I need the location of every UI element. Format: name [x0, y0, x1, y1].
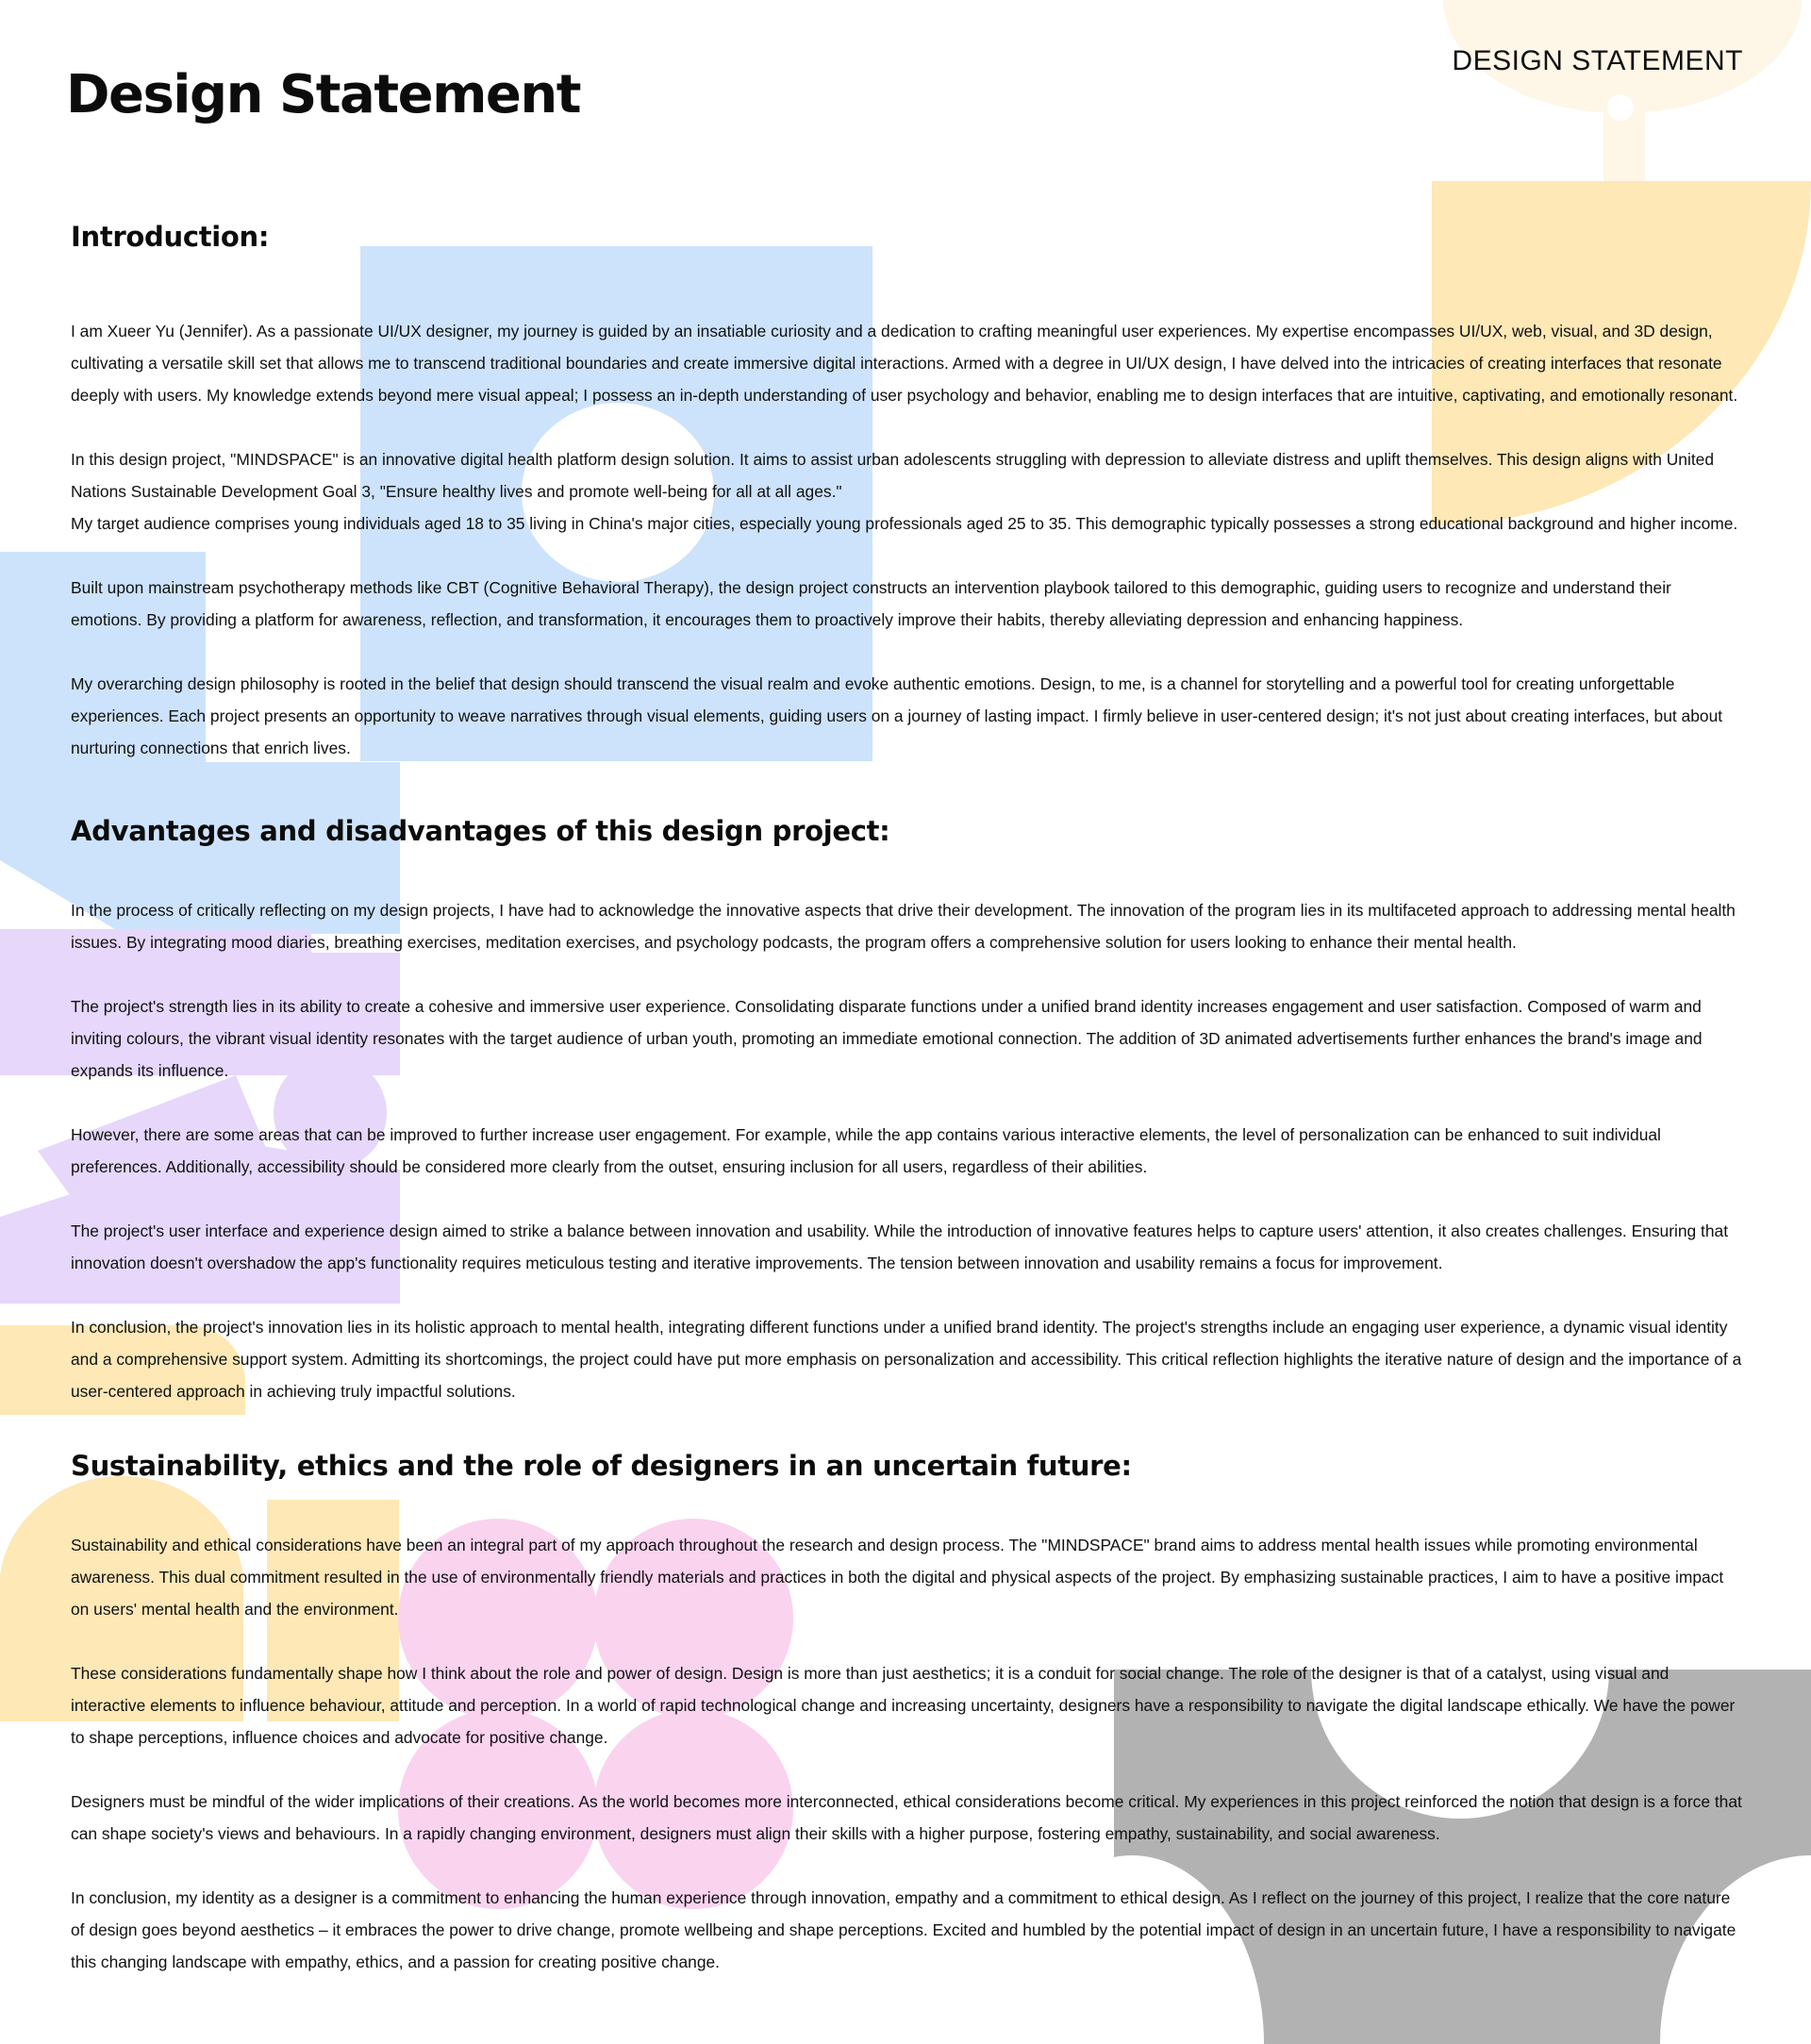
paragraph: However, there are some areas that can be improved to further increase user engagement. For example, while the app contains various interactive elements, the level of personalization can be enhanced to suit individual preferences. Additionally, accessibility should be considered more clearly from the outset, ensuring inclusion for all users, regardless of their abilities. [71, 1125, 1661, 1176]
paragraph: In the process of critically reflecting on my design projects, I have had to acknowledge the innovative aspects that drive their development. The innovation of the program lies in its multifaceted approach to addressing mental health issues. By integrating mood diaries, breathing exercises, meditation exercises, and psychology podcasts, the program offers a comprehensive solution for users looking to enhance their mental health. [71, 901, 1736, 952]
paragraph: In conclusion, the project's innovation lies in its holistic approach to mental health, integrating different functions under a unified brand identity. The project's strengths include an engaging user experience, a dynamic visual identity and a comprehensive support system. Admitting its shortcomings, the project could have put more emphasis on personalization and accessibility. This critical reflection highlights the iterative nature of design and the importance of a user-centered approach in achieving truly impactful solutions. [71, 1318, 1742, 1401]
section-body [71, 315, 1742, 764]
section-heading: Sustainability, ethics and the role of designers in an uncertain future: [71, 1450, 1132, 1482]
paragraph: My overarching design philosophy is rooted in the belief that design should transcend the visual realm and evoke authentic emotions. Design, to me, is a channel for storytelling and a powerful tool for creating unforgettable experiences. Each project presents an opportunity to weave narratives through visual elements, guiding users on a journey of lasting impact. I firmly believe in user-centered design; it's not just about creating interfaces, but about nurturing connections that enrich lives. [71, 674, 1723, 757]
section-advantages-disadvantages [71, 815, 1742, 1407]
paragraph: Sustainability and ethical considerations have been an integral part of my approach throughout the research and design process. The "MINDSPACE" brand aims to address mental health issues while promoting environmental awareness. This dual commitment resulted in the use of environmentally friendly materials and practices in both the digital and physical aspects of the project. By emphasizing sustainable practices, I aim to have a positive impact on users' mental health and the environment. [71, 1536, 1724, 1619]
page-title: Design Statement [66, 64, 581, 125]
paragraph: I am Xueer Yu (Jennifer). As a passionate UI/UX designer, my journey is guided by an insatiable curiosity and a dedication to crafting meaningful user experiences. My expertise encompasses UI/UX, web, visual, and 3D design, cultivating a versatile skill set that allows me to transcend traditional boundaries and create immersive digital interactions. Armed with a degree in UI/UX design, I have delved into the intricacies of creating interfaces that resonate deeply with users. My knowledge extends beyond mere visual appeal; I possess an in-depth understanding of user psychology and behavior, enabling me to design interfaces that are intuitive, captivating, and emotionally resonant. [71, 322, 1738, 405]
paragraph: Designers must be mindful of the wider implications of their creations. As the world becomes more interconnected, ethical considerations become critical. My experiences in this project reinforced the notion that design is a force that can shape society's views and behaviours. In a rapidly changing environment, designers must align their skills with a higher purpose, fostering empathy, sustainability, and social awareness. [71, 1792, 1742, 1843]
section-heading: Introduction: [71, 221, 270, 253]
paragraph: In conclusion, my identity as a designer is a commitment to enhancing the human experience through innovation, empathy and a commitment to ethical design. As I reflect on the journey of this project, I realize that the core nature of design goes beyond aesthetics – it embraces the power to drive change, promote wellbeing and shape perceptions. Excited and humbled by the potential impact of design in an uncertain future, I have a responsibility to navigate this changing landscape with empathy, ethics, and a passion for creating positive change. [71, 1888, 1736, 1971]
paragraph: These considerations fundamentally shape how I think about the role and power of design. Design is more than just aesthetics; it is a conduit for social change. The role of the designer is that of a catalyst, using visual and interactive elements to influence behaviour, attitude and perception. In a world of rapid technological change and increasing uncertainty, designers have a responsibility to navigate the digital landscape ethically. We have the power to shape perceptions, influence choices and advocate for positive change. [71, 1664, 1736, 1747]
section-sustainability-ethics [71, 1450, 1742, 1978]
paragraph: Built upon mainstream psychotherapy methods like CBT (Cognitive Behavioral Therapy), the design project constructs an intervention playbook tailored to this demographic, guiding users to recognize and understand their emotions. By providing a platform for awareness, reflection, and transformation, it encourages them to proactively improve their habits, thereby alleviating depression and enhancing happiness. [71, 578, 1671, 629]
header-label: DESIGN STATEMENT [1452, 45, 1743, 76]
paragraph: In this design project, "MINDSPACE" is an innovative digital health platform design solution. It aims to assist urban adolescents struggling with depression to alleviate distress and uplift themselves. This design aligns with United Nations Sustainable Development Goal 3, "Ensure healthy lives and promote well-being for all at all ages." My target audience comprises young individuals aged 18 to 35 living in China's major cities, especially young professionals aged 25 to 35. This demographic typically possesses a strong educational background and higher income. [71, 450, 1738, 533]
section-body [71, 894, 1742, 1407]
section-introduction [71, 221, 1742, 764]
section-body [71, 1529, 1742, 1978]
section-heading: Advantages and disadvantages of this design project: [71, 815, 890, 847]
paragraph: The project's user interface and experience design aimed to strike a balance between innovation and usability. While the introduction of innovative features helps to capture users' attention, it also creates challenges. Ensuring that innovation doesn't overshadow the app's functionality requires meticulous testing and iterative improvements. The tension between innovation and usability remains a focus for improvement. [71, 1221, 1729, 1272]
paragraph: The project's strength lies in its ability to create a cohesive and immersive user experience. Consolidating disparate functions under a unified brand identity increases engagement and user satisfaction. Composed of warm and inviting colours, the vibrant visual identity resonates with the target audience of urban youth, promoting an immediate emotional connection. The addition of 3D animated advertisements further enhances the brand's image and expands its influence. [71, 997, 1703, 1080]
